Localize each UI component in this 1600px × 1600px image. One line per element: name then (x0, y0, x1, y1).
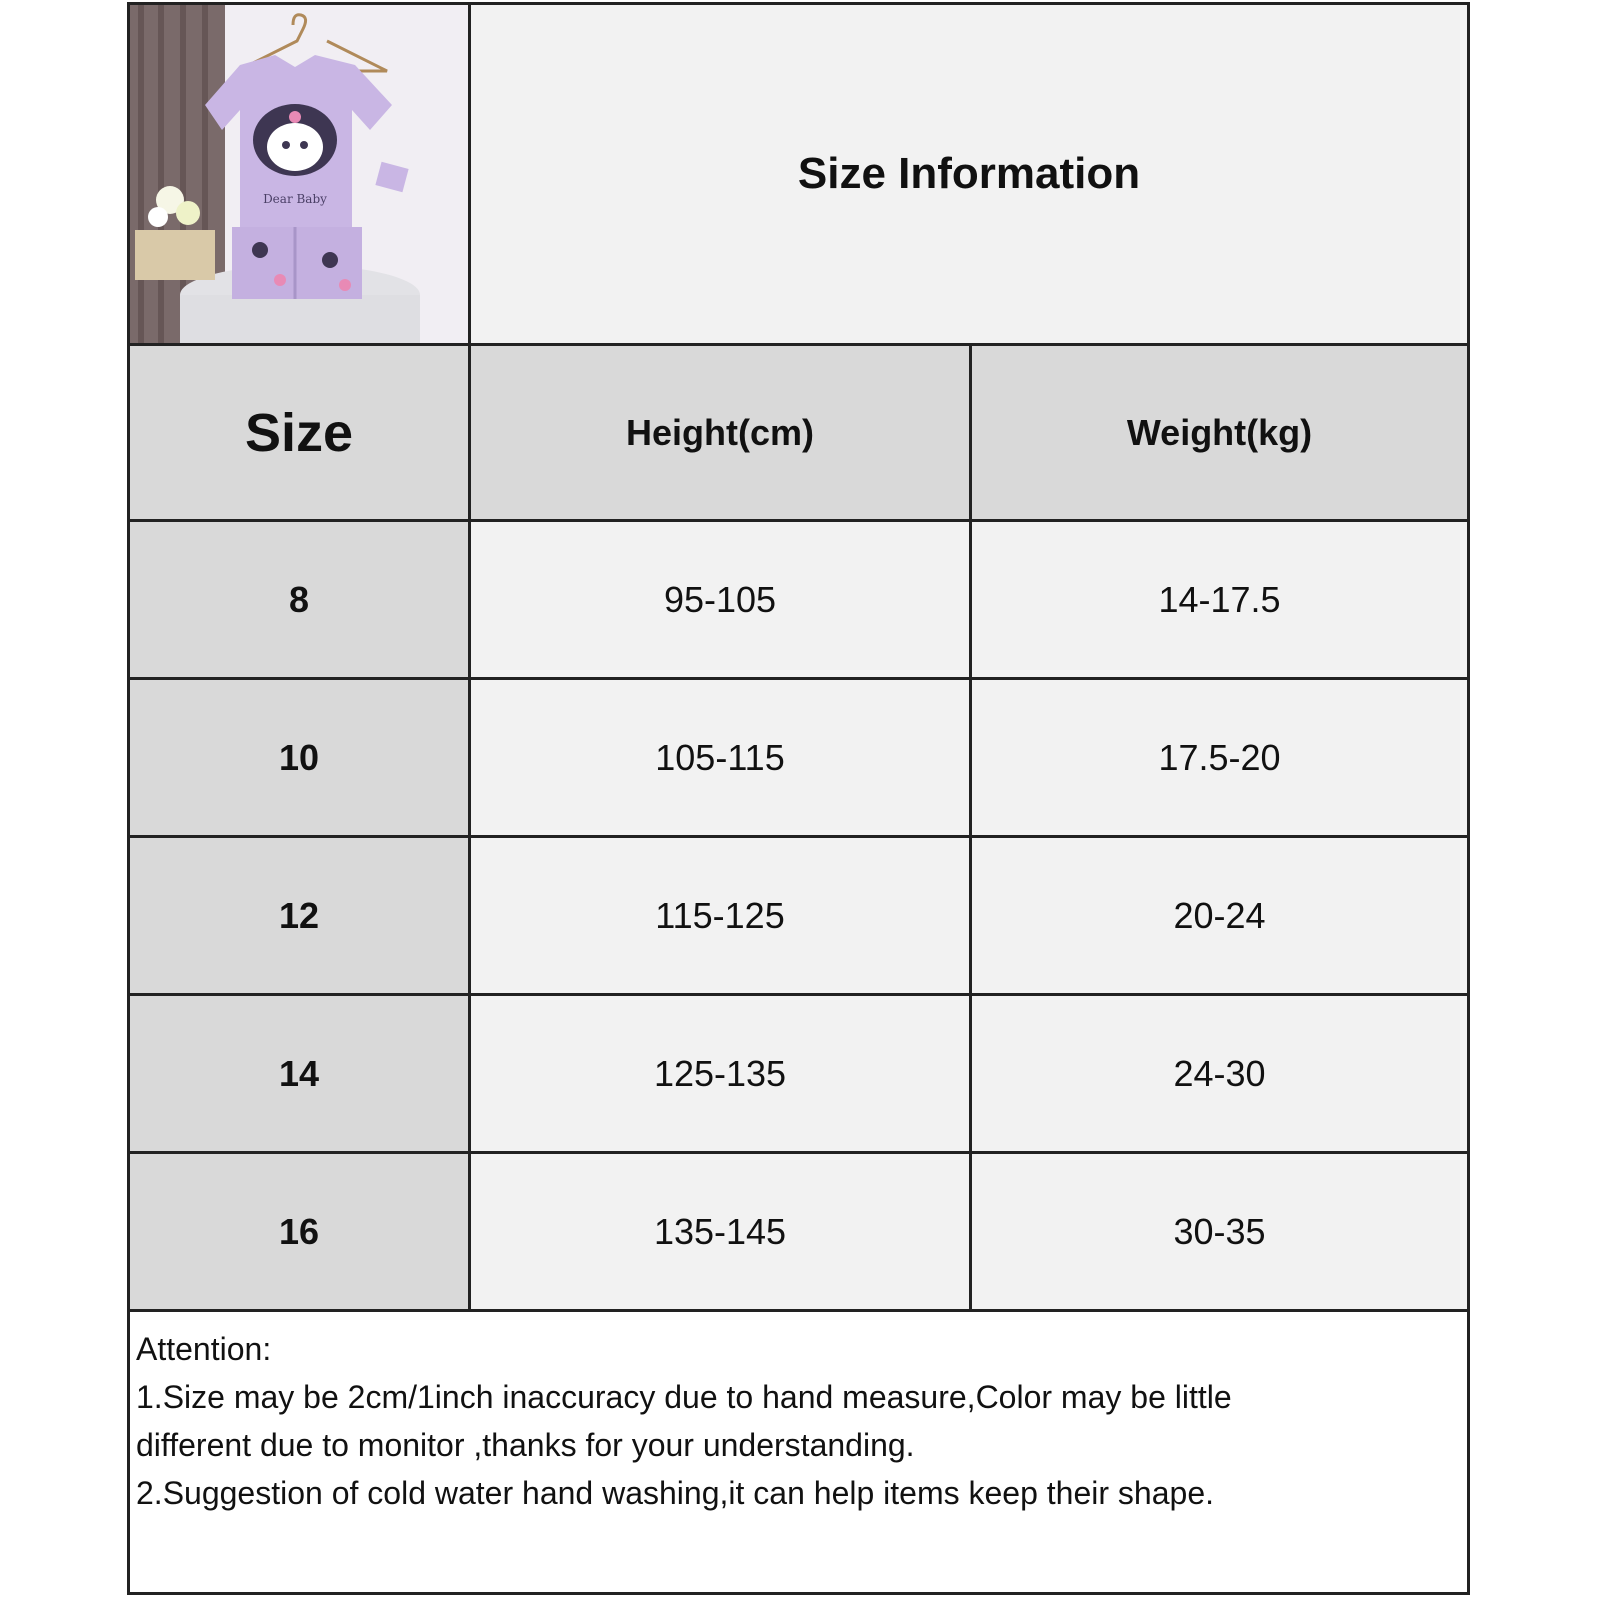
weight-value: 14-17.5 (1158, 578, 1281, 620)
height-value: 125-135 (653, 1052, 787, 1094)
weight-column-header (972, 346, 1467, 519)
size-value: 10 (278, 736, 320, 778)
photo-print-text: Dear Baby (263, 192, 327, 206)
attention-notes (136, 1325, 1456, 1517)
height-header-label: Height(cm) (626, 411, 814, 453)
table-row-weight (972, 996, 1467, 1151)
page-title: Size Information (797, 149, 1141, 198)
height-value: 115-125 (655, 894, 785, 936)
size-chart-sheet (127, 2, 1470, 1595)
size-value: 8 (288, 578, 310, 620)
product-photo (130, 5, 468, 343)
table-row-size (130, 1154, 468, 1309)
table-row-height (471, 996, 969, 1151)
note-line: 1.Size may be 2cm/1inch inaccuracy due to hand measure,Color may be little (136, 1379, 1232, 1415)
divider (468, 343, 471, 1312)
divider (969, 343, 972, 1312)
table-row-size (130, 996, 468, 1151)
table-row-height (471, 680, 969, 835)
divider (130, 1309, 1467, 1312)
note-line: 2.Suggestion of cold water hand washing,it can help items keep their shape. (136, 1475, 1214, 1511)
pajama-set-illustration (130, 5, 468, 343)
size-column-header (130, 346, 468, 519)
height-column-header (471, 346, 969, 519)
table-row-weight (972, 680, 1467, 835)
height-value: 95-105 (663, 578, 777, 620)
height-value: 105-115 (655, 736, 785, 778)
table-row-weight (972, 522, 1467, 677)
table-row-weight (972, 838, 1467, 993)
weight-value: 24-30 (1173, 1052, 1266, 1094)
weight-value: 20-24 (1173, 894, 1266, 936)
size-value: 16 (278, 1210, 320, 1252)
size-value: 14 (278, 1052, 320, 1094)
height-value: 135-145 (653, 1210, 787, 1252)
weight-value: 17.5-20 (1158, 736, 1281, 778)
note-line: different due to monitor ,thanks for your understanding. (136, 1427, 915, 1463)
size-header-label: Size (244, 402, 354, 463)
weight-header-label: Weight(kg) (1126, 411, 1313, 453)
title-cell (471, 5, 1467, 343)
table-row-weight (972, 1154, 1467, 1309)
weight-value: 30-35 (1173, 1210, 1266, 1252)
table-row-size (130, 838, 468, 993)
size-value: 12 (278, 894, 320, 936)
table-row-height (471, 838, 969, 993)
table-row-height (471, 522, 969, 677)
table-row-size (130, 680, 468, 835)
notes-heading: Attention: (136, 1331, 272, 1367)
table-row-size (130, 522, 468, 677)
table-row-height (471, 1154, 969, 1309)
